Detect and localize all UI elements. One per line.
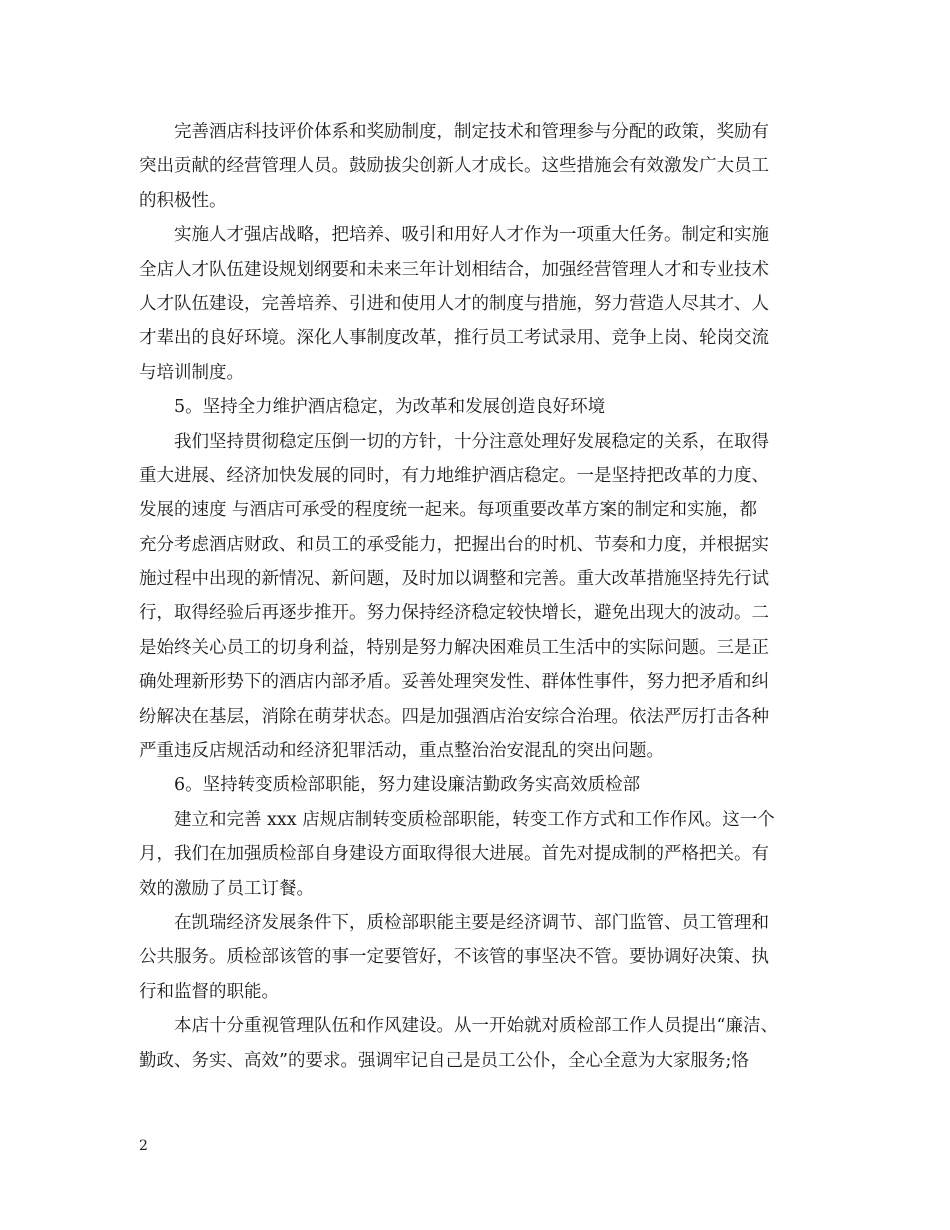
text-line: 才辈出的良好环境。深化人事制度改革，推行员工考试录用、竞争上岗、轮岗交流 [139, 328, 769, 349]
text-line: 勤政、务实、高效”的要求。强调牢记自己是员工公仆，全心全意为大家服务;恪 [139, 1050, 749, 1071]
paragraph-quality-dept [139, 803, 819, 906]
text-line: 我们坚持贯彻稳定压倒一切的方针，十分注意处理好发展稳定的关系，在取得 [174, 431, 769, 452]
text-line: 建立和完善 xxx 店规店制转变质检部职能，转变工作方式和工作作风。这一个 [174, 809, 775, 830]
text-line: 月，我们在加强质检部自身建设方面取得很大进展。首先对提成制的严格把关。有 [139, 844, 769, 865]
body-text [139, 115, 819, 1078]
text-line: 全店人才队伍建设规划纲要和未来三年计划相结合，加强经营管理人才和专业技术 [139, 259, 769, 280]
text-line: 确处理新形势下的酒店内部矛盾。妥善处理突发性、群体性事件，努力把矛盾和纠 [139, 672, 769, 693]
text-line: 行和监督的职能。 [139, 981, 279, 1002]
text-line: 严重违反店规活动和经济犯罪活动，重点整治治安混乱的突出问题。 [139, 741, 664, 762]
page-number: 2 [139, 1138, 148, 1154]
text-line: 发展的速度 与酒店可承受的程度统一起来。每项重要改革方案的制定和实施，都 [139, 500, 758, 521]
text-line: 6。坚持转变质检部职能，努力建设廉洁勤政务实高效质检部 [174, 775, 641, 796]
paragraph-stability [139, 425, 819, 769]
text-line: 效的激励了员工订餐。 [139, 878, 314, 899]
paragraph-tech-evaluation [139, 115, 819, 218]
text-line: 突出贡献的经营管理人员。鼓励拔尖创新人才成长。这些措施会有效激发广大员工 [139, 156, 769, 177]
text-line: 行，取得经验后再逐步推开。努力保持经济稳定较快增长，避免出现大的波动。二 [139, 603, 769, 624]
text-line: 本店十分重视管理队伍和作风建设。从一开始就对质检部工作人员提出“廉洁、 [174, 1016, 778, 1037]
text-line: 与培训制度。 [139, 362, 244, 383]
text-line: 在凯瑞经济发展条件下，质检部职能主要是经济调节、部门监管、员工管理和 [174, 912, 769, 933]
paragraph-talent-strategy [139, 218, 819, 390]
text-line: 重大进展、经济加快发展的同时，有力地维护酒店稳定。一是坚持把改革的力度、 [139, 465, 769, 486]
text-line: 完善酒店科技评价体系和奖励制度，制定技术和管理参与分配的政策，奖励有 [174, 122, 769, 142]
text-line: 纷解决在基层，消除在萌芽状态。四是加强酒店治安综合治理。依法严厉打击各种 [139, 706, 769, 727]
paragraph-team-building [139, 1009, 819, 1078]
text-line: 人才队伍建设，完善培养、引进和使用人才的制度与措施，努力营造人尽其才、人 [139, 293, 769, 314]
heading-section-6 [139, 768, 819, 802]
paragraph-functions [139, 906, 819, 1009]
text-line: 的积极性。 [139, 190, 227, 211]
text-line: 是始终关心员工的切身利益，特别是努力解决困难员工生活中的实际问题。三是正 [139, 637, 769, 658]
text-line: 5。坚持全力维护酒店稳定，为改革和发展创造良好环境 [174, 397, 606, 418]
text-line: 充分考虑酒店财政、和员工的承受能力，把握出台的时机、节奏和力度，并根据实 [139, 534, 769, 555]
text-line: 施过程中出现的新情况、新问题，及时加以调整和完善。重大改革措施坚持先行试 [139, 569, 769, 590]
heading-section-5 [139, 390, 819, 424]
text-line: 实施人才强店战略，把培养、吸引和用好人才作为一项重大任务。制定和实施 [174, 225, 769, 246]
text-line: 公共服务。质检部该管的事一定要管好，不该管的事坚决不管。要协调好决策、执 [139, 947, 769, 968]
